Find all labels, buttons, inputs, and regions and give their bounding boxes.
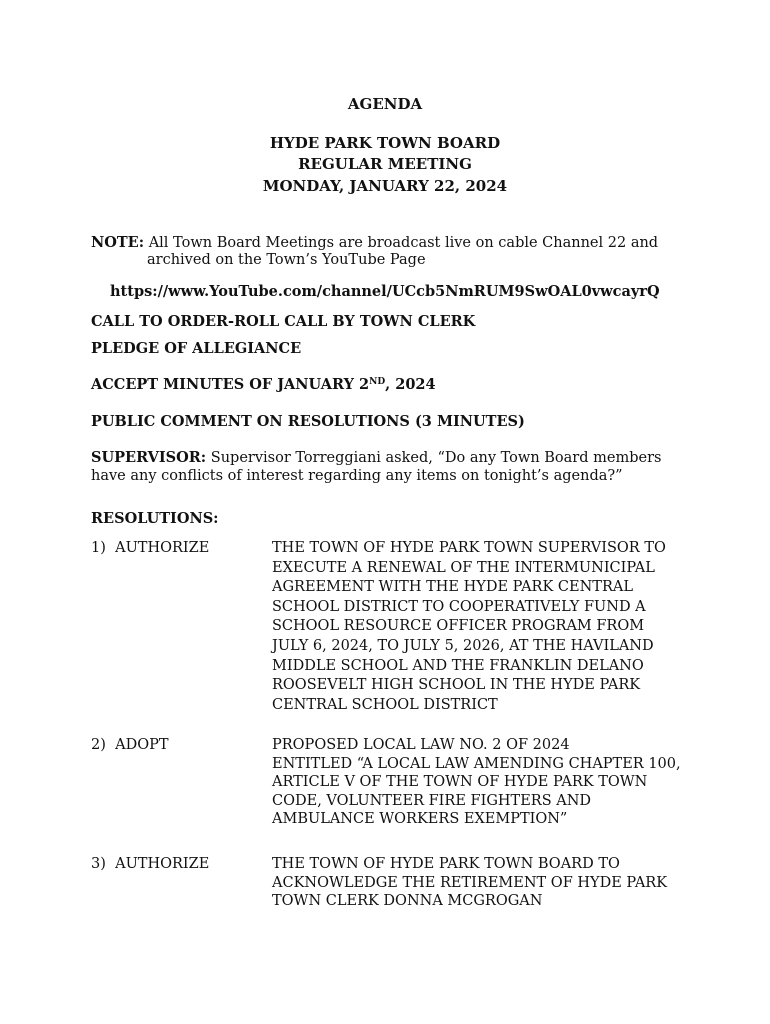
resolution-line: ROOSEVELT HIGH SCHOOL IN THE HYDE PARK — [272, 677, 641, 694]
resolution-2-text — [272, 737, 681, 830]
note-text-2: archived on the Town’s YouTube Page — [147, 252, 426, 268]
minutes-prefix: ACCEPT MINUTES OF JANUARY 2 — [91, 376, 370, 393]
resolution-line: CENTRAL SCHOOL DISTRICT — [272, 696, 498, 713]
resolution-2-label — [91, 737, 169, 753]
resolution-action: ADOPT — [115, 737, 169, 753]
resolution-line: PROPOSED LOCAL LAW NO. 2 OF 2024 — [272, 737, 570, 753]
supervisor-line-1 — [91, 448, 661, 468]
supervisor-text-1: Supervisor Torreggiani asked, “Do any Town Board members — [210, 450, 662, 466]
resolution-3-text — [272, 856, 667, 912]
resolution-3-label — [91, 856, 209, 872]
note-label: NOTE: — [91, 234, 145, 251]
resolution-line: TOWN CLERK DONNA MCGROGAN — [272, 893, 543, 909]
board-name: HYDE PARK TOWN BOARD — [269, 134, 501, 152]
note-line-1 — [91, 233, 658, 253]
resolution-line: THE TOWN OF HYDE PARK TOWN SUPERVISOR TO — [272, 540, 666, 556]
resolution-number: 1) — [91, 540, 106, 556]
minutes-suffix: , 2024 — [385, 376, 436, 393]
resolution-1-text — [272, 540, 666, 716]
supervisor-text-2: have any conflicts of interest regarding any items on tonight’s agenda?” — [91, 468, 623, 484]
public-comment: PUBLIC COMMENT ON RESOLUTIONS (3 MINUTES) — [91, 413, 525, 430]
resolution-number: 2) — [91, 737, 106, 753]
resolution-line: THE TOWN OF HYDE PARK TOWN BOARD TO — [272, 856, 620, 872]
meeting-type: REGULAR MEETING — [298, 155, 472, 173]
resolutions-heading: RESOLUTIONS: — [91, 510, 219, 527]
resolution-action: AUTHORIZE — [115, 540, 210, 556]
resolution-line: AGREEMENT WITH THE HYDE PARK CENTRAL — [272, 579, 633, 596]
resolution-1-label — [91, 540, 209, 556]
pledge-of-allegiance: PLEDGE OF ALLEGIANCE — [91, 340, 302, 357]
minutes-sup: ND — [369, 377, 386, 387]
resolution-line: EXECUTE A RENEWAL OF THE INTERMUNICIPAL — [272, 559, 655, 576]
resolution-action: AUTHORIZE — [115, 856, 210, 872]
resolution-line: MIDDLE SCHOOL AND THE FRANKLIN DELANO — [272, 657, 644, 674]
accept-minutes — [91, 376, 436, 393]
agenda-title: AGENDA — [347, 95, 423, 113]
resolution-line: AMBULANCE WORKERS EXEMPTION” — [272, 811, 568, 827]
call-to-order: CALL TO ORDER-ROLL CALL BY TOWN CLERK — [91, 313, 476, 330]
resolution-line: ENTITLED “A LOCAL LAW AMENDING CHAPTER 100, — [272, 755, 681, 772]
supervisor-label: SUPERVISOR: — [91, 449, 207, 466]
resolution-line: SCHOOL DISTRICT TO COOPERATIVELY FUND A — [272, 598, 646, 615]
resolution-line: CODE, VOLUNTEER FIRE FIGHTERS AND — [272, 792, 592, 809]
meeting-date: MONDAY, JANUARY 22, 2024 — [262, 177, 508, 195]
resolution-line: SCHOOL RESOURCE OFFICER PROGRAM FROM — [272, 618, 645, 635]
resolution-line: ARTICLE V OF THE TOWN OF HYDE PARK TOWN — [272, 774, 648, 790]
note-text-1: All Town Board Meetings are broadcast live on cable Channel 22 and — [148, 235, 659, 251]
youtube-link[interactable]: https://www.YouTube.com/channel/UCcb5NmRUM9SwOAL0vwcayrQ — [110, 283, 660, 300]
resolution-line: JULY 6, 2024, TO JULY 5, 2026, AT THE HAVILAND — [272, 637, 654, 654]
resolution-line: ACKNOWLEDGE THE RETIREMENT OF HYDE PARK — [272, 874, 668, 891]
resolution-number: 3) — [91, 856, 106, 872]
